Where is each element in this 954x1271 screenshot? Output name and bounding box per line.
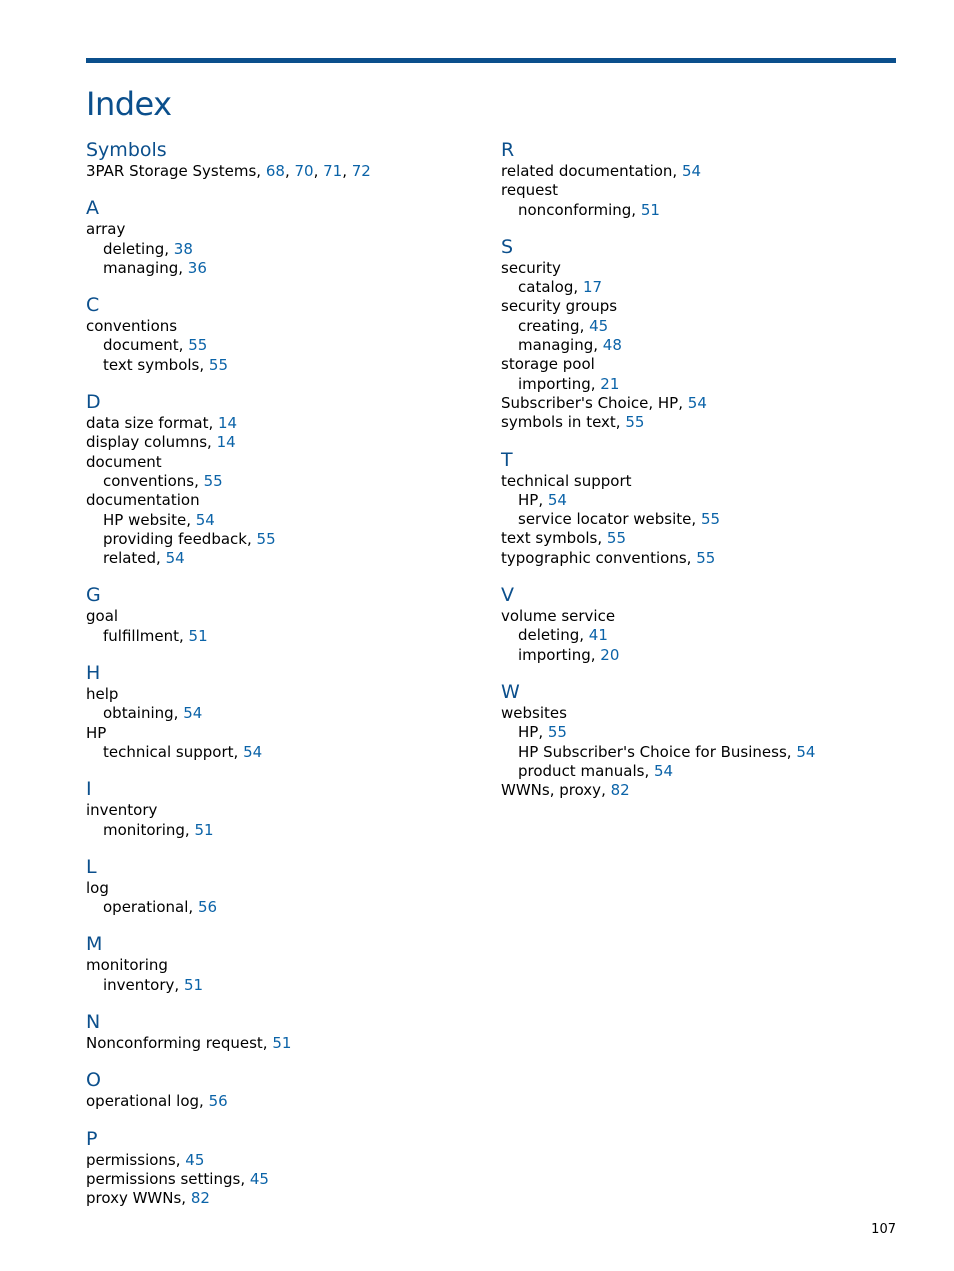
page-link[interactable]: 17 <box>582 278 603 297</box>
index-entry <box>86 607 476 626</box>
index-section <box>86 390 476 568</box>
entry-term: HP, <box>518 723 544 742</box>
section-letter: H <box>86 662 101 685</box>
entry-term: document <box>86 452 162 471</box>
entry-term: storage pool <box>501 355 595 374</box>
index-entry <box>86 433 476 452</box>
entry-term: security groups <box>501 297 618 316</box>
section-letter: A <box>86 197 99 220</box>
entry-term: array <box>86 220 126 239</box>
page-number: 107 <box>871 1222 896 1237</box>
page-link[interactable]: 38 <box>173 239 193 258</box>
entry-term: document, <box>103 336 184 355</box>
page-link[interactable]: 51 <box>188 626 208 645</box>
page-link[interactable]: 55 <box>547 723 567 742</box>
index-entry <box>501 781 891 800</box>
page-link[interactable]: 55 <box>696 548 716 567</box>
index-section <box>86 1127 476 1209</box>
page-link[interactable]: 54 <box>654 761 674 780</box>
entry-term: monitoring <box>86 956 168 975</box>
index-subentry <box>86 976 476 995</box>
index-subentry <box>501 626 891 645</box>
page-title: Index <box>86 85 172 124</box>
entry-term: managing, <box>103 258 183 277</box>
page-link[interactable]: 56 <box>208 1092 228 1111</box>
entry-term: volume service <box>501 607 616 626</box>
index-subentry <box>501 336 891 355</box>
section-letter: I <box>86 778 92 801</box>
index-subentry <box>501 375 891 394</box>
index-section <box>86 1068 476 1111</box>
index-subentry <box>86 472 476 491</box>
page-link[interactable]: 20 <box>600 645 620 664</box>
page-link[interactable]: 48 <box>602 336 622 355</box>
page-link[interactable]: 55 <box>188 336 208 355</box>
index-subentry <box>501 510 891 529</box>
entry-term: HP Subscriber's Choice for Business, <box>518 742 792 761</box>
entry-term: operational, <box>103 898 194 917</box>
index-subentry <box>86 530 476 549</box>
section-letter: Symbols <box>86 139 167 161</box>
index-entry <box>501 704 891 723</box>
section-letter: T <box>501 448 513 471</box>
index-subentry <box>501 762 891 781</box>
index-entry <box>501 355 891 374</box>
section-letter: S <box>501 235 514 258</box>
page-link[interactable]: 14 <box>218 414 238 433</box>
page-link[interactable]: 21 <box>600 374 620 393</box>
index-section <box>501 138 891 220</box>
page-link[interactable]: 54 <box>687 393 707 412</box>
index-entry <box>86 685 476 704</box>
page-link[interactable]: 41 <box>588 626 608 645</box>
page-link[interactable]: 54 <box>796 742 816 761</box>
entry-term: inventory, <box>103 975 180 994</box>
entry-term: HP <box>86 723 107 742</box>
entry-term: help <box>86 685 119 704</box>
entry-term: creating, <box>518 316 585 335</box>
index-section <box>86 855 476 918</box>
page-link[interactable]: 36 <box>187 258 207 277</box>
entry-term: importing, <box>518 645 596 664</box>
index-entry <box>501 529 891 548</box>
section-letter: G <box>86 584 101 607</box>
index-subentry <box>86 627 476 646</box>
entry-term: Nonconforming request, <box>86 1034 268 1053</box>
entry-term: text symbols, <box>501 529 603 548</box>
header-rule <box>86 58 896 63</box>
page-link[interactable]: 55 <box>208 355 229 374</box>
index-entry <box>501 181 891 200</box>
page-link[interactable]: 56 <box>197 898 218 917</box>
entry-term: display columns, <box>86 433 212 452</box>
page-link[interactable]: 71 <box>323 162 343 180</box>
index-entry <box>501 162 891 181</box>
entry-term: HP, <box>518 490 544 509</box>
index-entry <box>501 297 891 316</box>
page-link[interactable]: 45 <box>249 1169 269 1188</box>
page-link[interactable]: 70 <box>294 162 314 180</box>
section-letter: D <box>86 391 101 414</box>
section-letter: O <box>86 1069 101 1092</box>
index-subentry <box>86 259 476 278</box>
page-link[interactable]: 45 <box>589 316 609 335</box>
index-entry <box>86 1034 476 1053</box>
index-entry <box>501 394 891 413</box>
entry-term: catalog, <box>518 278 579 297</box>
index-subentry <box>501 491 891 510</box>
index-column-left <box>86 138 476 1224</box>
page-link[interactable]: 55 <box>606 529 627 548</box>
page-link[interactable]: 51 <box>640 200 660 219</box>
page-link[interactable]: 82 <box>610 781 630 800</box>
index-entry <box>86 220 476 239</box>
index-section <box>501 235 891 433</box>
index-subentry <box>86 821 476 840</box>
index-section <box>86 196 476 278</box>
page-link[interactable]: 54 <box>195 510 215 529</box>
page-link[interactable]: 51 <box>272 1034 292 1053</box>
index-section <box>501 680 891 800</box>
index-subentry <box>86 336 476 355</box>
index-subentry <box>501 278 891 297</box>
index-subentry <box>501 317 891 336</box>
index-entry <box>501 549 891 568</box>
index-entry <box>501 413 891 432</box>
entry-term: typographic conventions, <box>501 548 692 567</box>
entry-term: deleting, <box>103 239 169 258</box>
index-section <box>86 932 476 995</box>
index-subentry <box>86 704 476 723</box>
index-entry <box>501 259 891 278</box>
entry-term: permissions settings, <box>86 1169 246 1188</box>
index-entry <box>86 801 476 820</box>
index-section <box>86 777 476 840</box>
entry-term: documentation <box>86 491 200 510</box>
section-letter: M <box>86 933 103 956</box>
index-subentry <box>86 240 476 259</box>
page-link[interactable]: 54 <box>165 549 185 568</box>
index-entry <box>86 956 476 975</box>
entry-term: product manuals, <box>518 761 650 780</box>
entry-term: security <box>501 258 561 277</box>
entry-term: request <box>501 181 559 200</box>
entry-term: goal <box>86 607 119 626</box>
index-entry: 3PAR Storage Systems, 68, 70, 71, 72 <box>86 162 371 180</box>
section-letter: W <box>501 680 520 703</box>
entry-term: fulfillment, <box>103 626 184 645</box>
index-subentry <box>86 511 476 530</box>
entry-term: operational log, <box>86 1092 204 1111</box>
index-subentry <box>86 898 476 917</box>
section-letter: V <box>501 584 514 607</box>
index-entry <box>86 453 476 472</box>
index-entry <box>86 879 476 898</box>
page-link[interactable]: 54 <box>183 704 203 723</box>
index-subentry <box>86 356 476 375</box>
entry-term: technical support <box>501 471 632 490</box>
entry-term: deleting, <box>518 626 584 645</box>
index-section <box>86 661 476 762</box>
index-entry <box>86 1189 476 1208</box>
page-link[interactable]: 14 <box>216 433 236 452</box>
index-section <box>86 293 476 375</box>
section-letter: C <box>86 294 100 317</box>
entry-term: symbols in text, <box>501 413 621 432</box>
page-link[interactable]: 55 <box>700 510 721 529</box>
entry-term: importing, <box>518 374 596 393</box>
index-section <box>501 583 891 665</box>
entry-term: nonconforming, <box>518 200 637 219</box>
index-subentry <box>501 743 891 762</box>
page-link[interactable]: 54 <box>243 742 263 761</box>
entry-term: related, <box>103 549 161 568</box>
index-entry <box>86 1151 476 1170</box>
entry-term: obtaining, <box>103 704 179 723</box>
index-entry <box>501 472 891 491</box>
entry-term: WWNs, proxy, <box>501 781 606 800</box>
entry-term: data size format, <box>86 414 214 433</box>
index-subentry <box>501 646 891 665</box>
index-entry <box>86 414 476 433</box>
entry-term: service locator website, <box>518 510 697 529</box>
entry-term: related documentation, <box>501 162 678 180</box>
index-entry <box>501 607 891 626</box>
page-link[interactable]: 72 <box>351 162 371 180</box>
index-entry <box>86 1170 476 1189</box>
section-letter: R <box>501 139 515 161</box>
index-entry <box>86 724 476 743</box>
section-letter: P <box>86 1127 98 1150</box>
entry-term: log <box>86 878 109 897</box>
page-link[interactable]: 54 <box>547 490 567 509</box>
page-link[interactable]: 51 <box>183 975 204 994</box>
index-section <box>86 583 476 646</box>
entry-term: websites <box>501 703 567 722</box>
index-section <box>501 448 891 568</box>
entry-term: text symbols, <box>103 355 205 374</box>
index-entry <box>86 1092 476 1111</box>
index-section <box>86 138 476 181</box>
index-entry <box>86 491 476 510</box>
entry-term: conventions <box>86 317 178 336</box>
entry-term: conventions, <box>103 471 199 490</box>
entry-term: HP website, <box>103 510 191 529</box>
page-link[interactable]: 82 <box>190 1189 210 1208</box>
index-subentry <box>86 549 476 568</box>
index-column-right <box>501 138 891 815</box>
page-link[interactable]: 55 <box>203 471 223 490</box>
entry-term: technical support, <box>103 742 239 761</box>
entry-term: monitoring, <box>103 820 190 839</box>
index-section <box>86 1010 476 1053</box>
section-letter: L <box>86 855 97 878</box>
index-subentry <box>501 201 891 220</box>
page-link[interactable]: 54 <box>681 162 702 180</box>
index-subentry <box>86 743 476 762</box>
entry-term: providing feedback, <box>103 529 252 548</box>
page-link[interactable]: 55 <box>625 413 645 432</box>
index-subentry <box>501 723 891 742</box>
entry-term: 3PAR Storage Systems, <box>86 162 262 180</box>
page-link[interactable]: 51 <box>194 820 214 839</box>
page-link[interactable]: 45 <box>185 1150 205 1169</box>
entry-term: inventory <box>86 801 158 820</box>
page-link[interactable]: 68 <box>265 162 285 180</box>
entry-term: managing, <box>518 336 598 355</box>
section-letter: N <box>86 1011 101 1034</box>
entry-term: permissions, <box>86 1150 181 1169</box>
page-link[interactable]: 55 <box>256 529 276 548</box>
entry-term: proxy WWNs, <box>86 1189 187 1208</box>
index-entry <box>86 317 476 336</box>
entry-term: Subscriber's Choice, HP, <box>501 393 683 412</box>
